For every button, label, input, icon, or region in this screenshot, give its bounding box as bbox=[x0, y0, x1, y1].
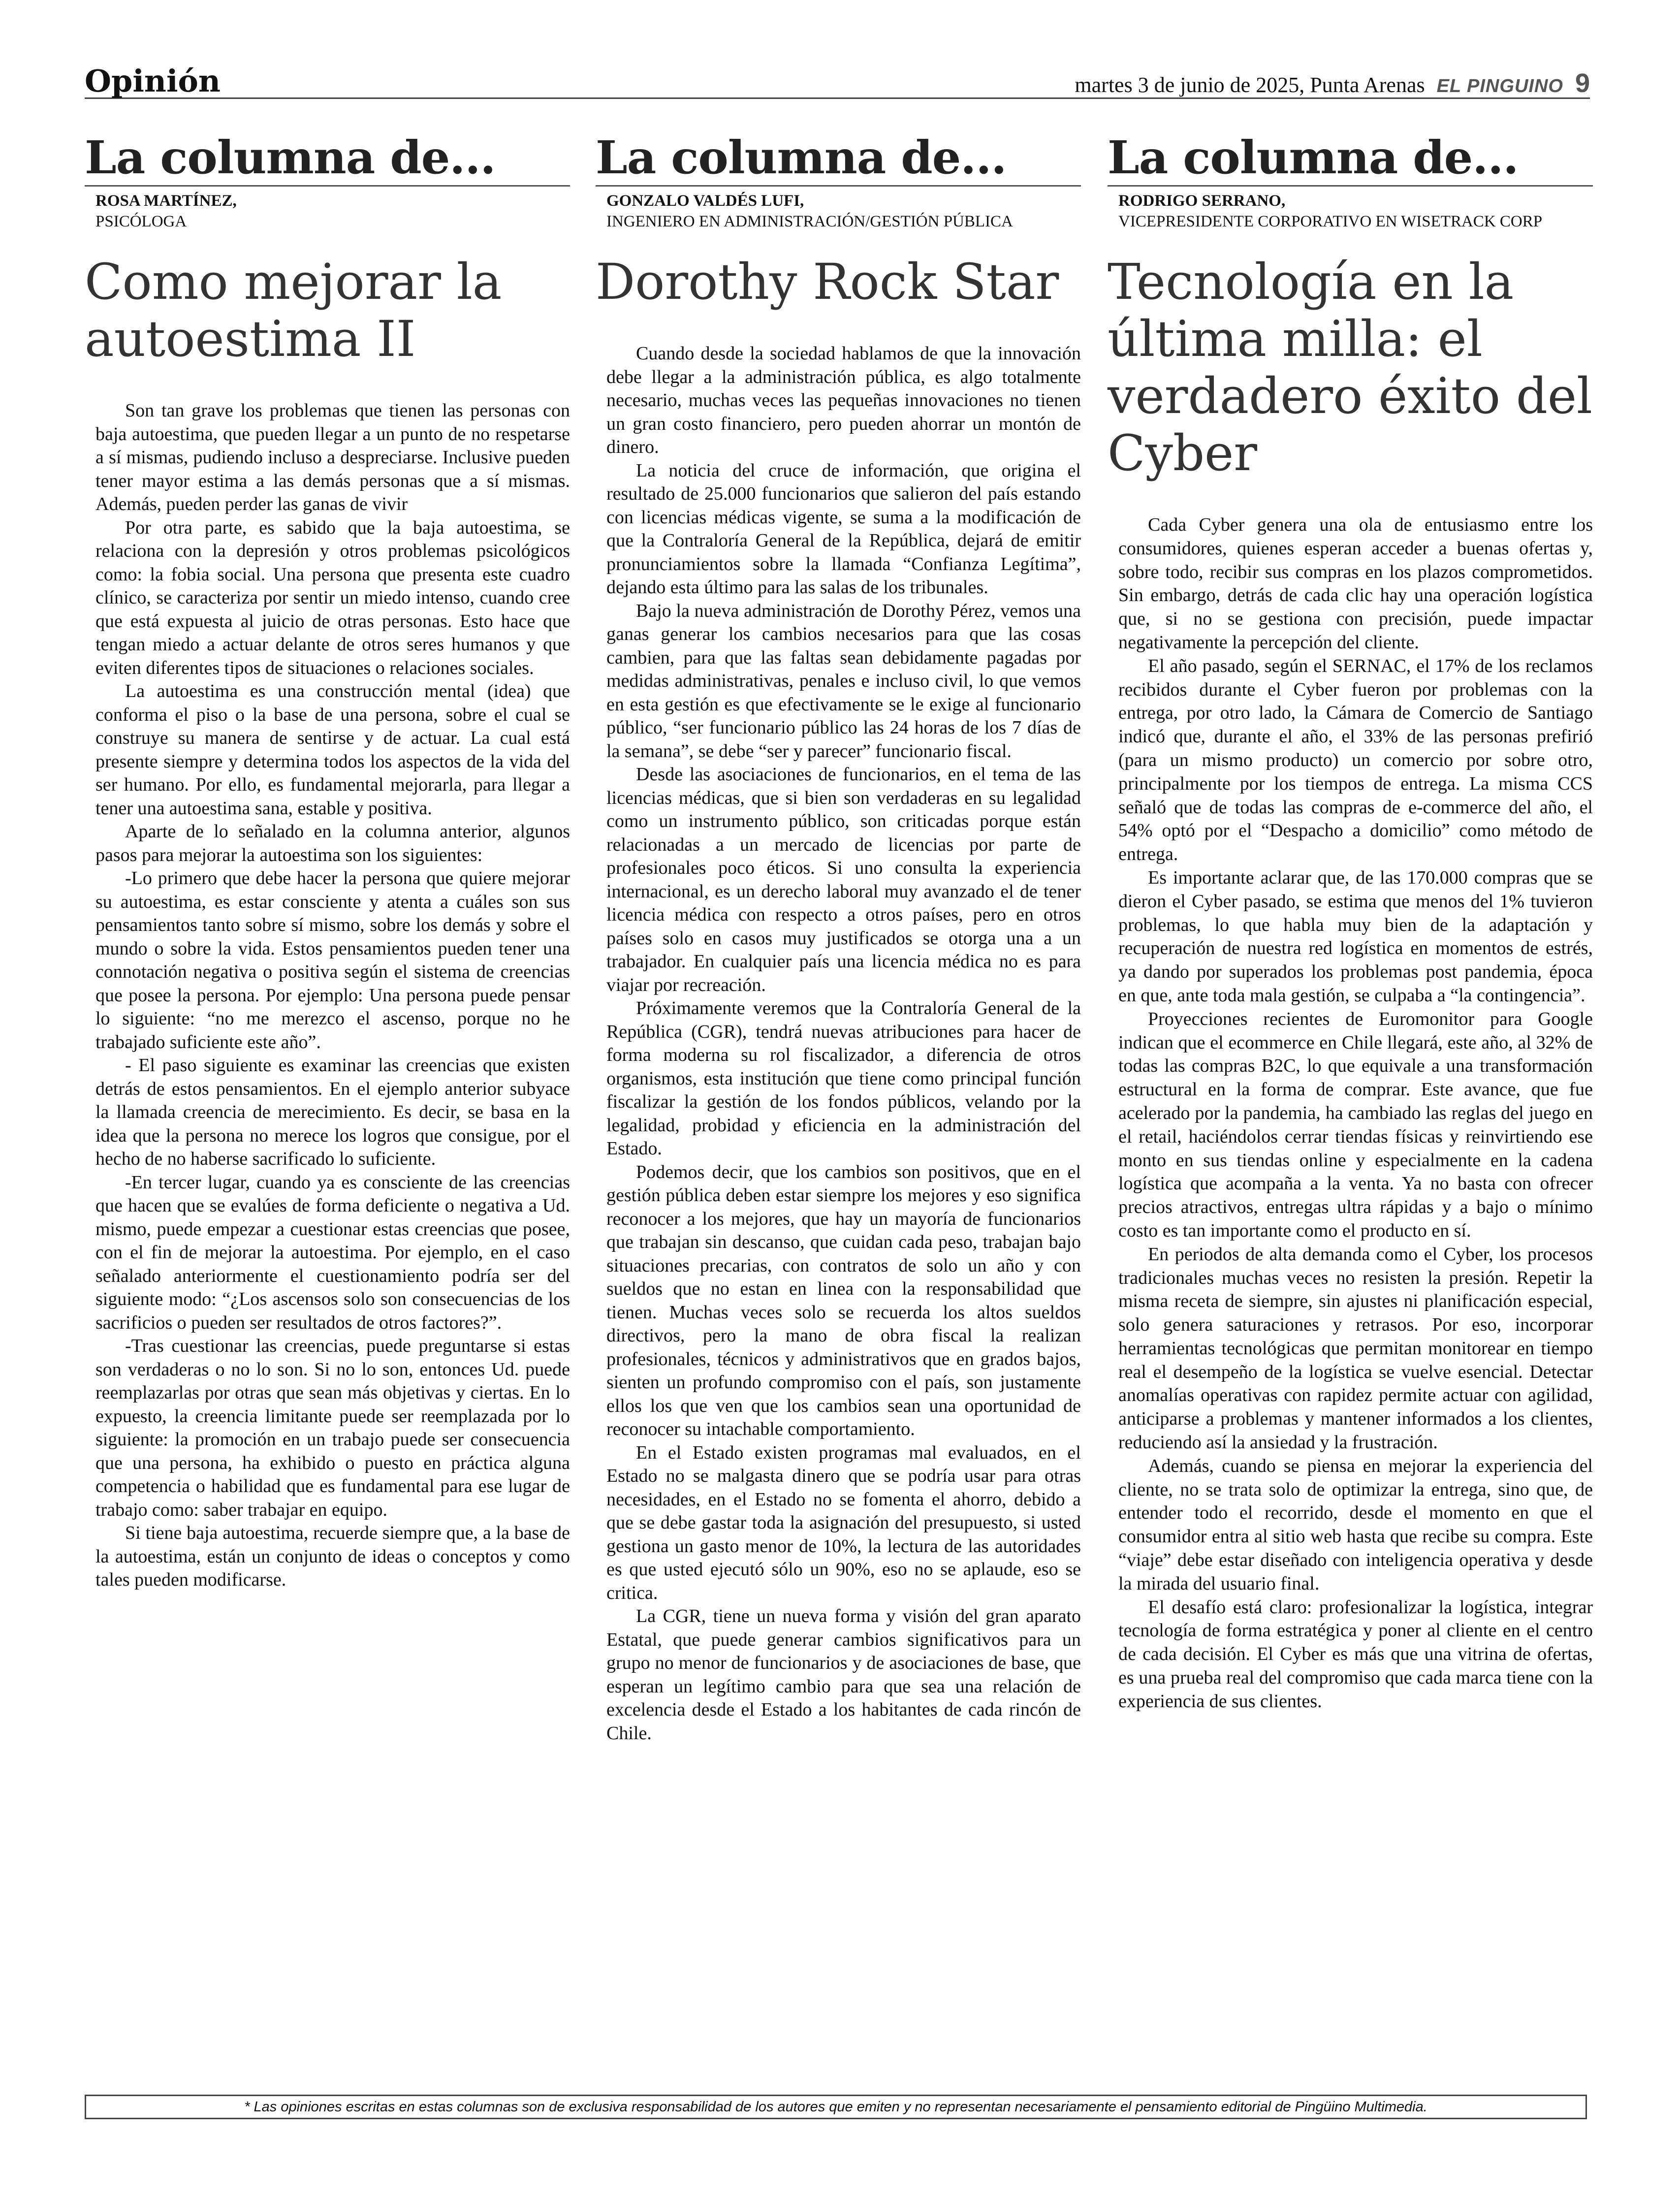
paragraph: La CGR, tiene un nueva forma y visión del gran aparato Estatal, que puede generar cambios significativos para un grupo no menor de funcionarios y de asociaciones de base, que esperan un legítimo cambio para que sea una relación de excelencia desde el Estado a los habitantes de cada rincón de Chile. bbox=[606, 1606, 1081, 1744]
paragraph: Aparte de lo señalado en la columna anterior, algunos pasos para mejorar la autoestima son los siguientes: bbox=[95, 821, 570, 865]
article-headline: Tecnología en la última milla: el verdadero éxito del Cyber bbox=[1108, 253, 1593, 482]
author-role: VICEPRESIDENTE CORPORATIVO EN WISETRACK CORP bbox=[1118, 213, 1543, 230]
author-byline bbox=[95, 191, 570, 232]
paragraph: El desafío está claro: profesionalizar la logística, integrar tecnología de forma estratégica y poner al cliente en el centro de cada decisión. El Cyber es más que una vitrina de ofertas, es una prueba real del compromiso que cada marca tiene con la experiencia de sus clientes. bbox=[1118, 1596, 1593, 1712]
article-body bbox=[606, 342, 1081, 1745]
opinion-column-3 bbox=[1108, 132, 1593, 1714]
paragraph: Si tiene baja autoestima, recuerde siempre que, a la base de la autoestima, están un conjunto de ideas o conceptos y como tales pueden modificarse. bbox=[95, 1523, 570, 1590]
newspaper-logo: EL PINGUINO bbox=[1436, 76, 1563, 96]
column-label: La columna de... bbox=[85, 132, 570, 187]
column-label: La columna de... bbox=[1108, 132, 1593, 187]
article-headline: Como mejorar la autoestima II bbox=[85, 253, 502, 368]
paragraph: Son tan grave los problemas que tienen las personas con baja autoestima, que pueden llegar a un punto de no respetarse a sí mismas, pudiendo incluso a despreciarse. Inclusive pueden tener mayor estima a las demás personas que a sí mismas. Además, pueden perder las ganas de vivir bbox=[95, 400, 570, 514]
paragraph: -Tras cuestionar las creencias, puede preguntarse si estas son verdaderas o no lo son. Si no lo son, entonces Ud. puede reemplazarlas por otras que sean más objetivas y ciertas. En lo expuesto, la creencia limitante puede ser reemplazada por lo siguiente: la promoción en un trabajo puede ser consecuencia que una persona, ha exhibido o puesto en práctica alguna competencia o habilidad que es fundamental para ese lugar de trabajo como: saber trabajar en equipo. bbox=[95, 1336, 570, 1520]
author-role: INGENIERO EN ADMINISTRACIÓN/GESTIÓN PÚBLICA bbox=[606, 213, 1013, 230]
author-name: ROSA MARTÍNEZ, bbox=[95, 192, 237, 210]
paragraph: En periodos de alta demanda como el Cyber, los procesos tradicionales muchas veces no resisten la presión. Repetir la misma receta de siempre, sin ajustes ni planificación especial, solo genera saturaciones y retrasos. Por eso, incorporar herramientas tecnológicas que permitan monitorear en tiempo real el desempeño de la logística se vuelve esencial. Detectar anomalías operativas con rapidez permite actuar con agilidad, anticiparse a problemas y mantener informados a los clientes, reduciendo así la ansiedad y la frustración. bbox=[1118, 1243, 1593, 1453]
page-header bbox=[85, 63, 1590, 99]
paragraph: - El paso siguiente es examinar las creencias que existen detrás de estos pensamientos. En el ejemplo anterior subyace la llamada creencia de merecimiento. Es decir, se basa en la idea que la persona no merece los logros que consigue, por el hecho de no haberse sacrificado lo suficiente. bbox=[95, 1055, 570, 1169]
opinion-column-1 bbox=[85, 132, 570, 1592]
column-label: La columna de... bbox=[596, 132, 1081, 187]
author-name: GONZALO VALDÉS LUFI, bbox=[606, 192, 804, 210]
paragraph: En el Estado existen programas mal evaluados, en el Estado no se malgasta dinero que se podría usar para otras necesidades, en el Estado no se fomenta el ahorro, debido a que se debe gastar toda la asignación del presupuesto, si usted gestiona un gasto menor de 10%, la lectura de las autoridades es que usted ejecutó sólo un 90%, eso no se aplaude, eso se critica. bbox=[606, 1442, 1081, 1603]
paragraph: El año pasado, según el SERNAC, el 17% de los reclamos recibidos durante el Cyber fueron por problemas con la entrega, por otro lado, la Cámara de Comercio de Santiago indicó que, durante el año, el 33% de las personas prefirió (para un mismo producto) un comercio por sobre otro, principalmente por los tiempos de entrega. La misma CCS señaló que de todas las compras de e-commerce del año, el 54% optó por el “Despacho a domicilio” como método de entrega. bbox=[1118, 655, 1593, 865]
author-byline bbox=[1118, 191, 1593, 232]
paragraph: Podemos decir, que los cambios son positivos, que en el gestión pública deben estar siempre los mejores y eso significa reconocer a los mejores, que hay un mayoría de funcionarios que trabajan sin descanso, que cuidan cada peso, trabajan bajo situaciones precarias, con contratos de solo un año y con sueldos que no estan en linea con la responsabilidad que tienen. Muchas veces solo se recuerda los altos sueldos directivos, pero la mano de obra fiscal la realizan profesionales, técnicos y administrativos que en grados bajos, sienten un profundo compromiso con el país, son justamente ellos los que ven que los cambios sean una oportunidad de reconocer su intachable comportamiento. bbox=[606, 1161, 1081, 1439]
paragraph: La noticia del cruce de información, que origina el resultado de 25.000 funcionarios que salieron del país estando con licencias médicas vigente, se suma a la modificación de que la Contraloría General de la República, dejará de emitir pronunciamientos sobre la llamada “Confianza Legítima”, dejando esta último para las salas de los tribunales. bbox=[606, 460, 1081, 598]
page-number: 9 bbox=[1575, 68, 1590, 98]
disclaimer-box: * Las opiniones escritas en estas columnas son de exclusiva responsabilidad de los autores que emiten y no representan necesariamente el pensamiento editorial de Pingüino Multimedia. bbox=[85, 2095, 1587, 2119]
paragraph: Próximamente veremos que la Contraloría General de la República (CGR), tendrá nuevas atribuciones para hacer de forma moderna su rol fiscalizador, a diferencia de otros organismos, esta institución que tiene como principal función fiscalizar la gestión de los fondos públicos, velando por la legalidad, probidad y eficiencia en la administración del Estado. bbox=[606, 998, 1081, 1159]
paragraph: Desde las asociaciones de funcionarios, en el tema de las licencias médicas, que si bien son verdaderas en su legalidad como un instrumento público, son criticadas porque están relacionadas a un mercado de licencias por parte de profesionales poco éticos. Si uno consulta la experiencia internacional, es un derecho laboral muy avanzado el de tener licencia médica con respecto a otros países, pero en otros países solo en casos muy justificados se otorga una a un trabajador. En cualquier país una licencia médica no es para viajar por recreación. bbox=[606, 764, 1081, 995]
paragraph: Es importante aclarar que, de las 170.000 compras que se dieron el Cyber pasado, se estima que menos del 1% tuvieron problemas, lo que habla muy bien de la adaptación y recuperación de nuestra red logística en momentos de estrés, ya dando por superados los problemas post pandemia, época en que, ante toda mala gestión, se culpaba a “la contingencia”. bbox=[1118, 867, 1593, 1006]
paragraph: -Lo primero que debe hacer la persona que quiere mejorar su autoestima, es estar consciente y atenta a cuáles son sus pensamientos tanto sobre sí mismo, sobre los demás y sobre el mundo o sobre la vida. Estos pensamientos pueden tener una connotación negativa o positiva según el sistema de creencias que posee la persona. Por ejemplo: Una persona puede pensar lo siguiente: “no me merezco el ascenso, porque no he trabajado suficiente este año”. bbox=[95, 868, 570, 1052]
paragraph: -En tercer lugar, cuando ya es consciente de las creencias que hacen que se evalúes de forma deficiente o negativa a Ud. mismo, puede empezar a cuestionar estas creencias que posee, con el fin de mejorar la autoestima. Por ejemplo, en el caso señalado anteriormente el cuestionamiento podría ser del siguiente modo: “¿Los ascensos solo son consecuencias de los sacrificios o pueden ser resultados de otros factores?”. bbox=[95, 1172, 570, 1333]
paragraph: Cada Cyber genera una ola de entusiasmo entre los consumidores, quienes esperan acceder a buenas ofertas y, sobre todo, recibir sus compras en los plazos comprometidos. Sin embargo, detrás de cada clic hay una operación logística que, si no se gestiona con precisión, puede impactar negativamente la percepción del cliente. bbox=[1118, 514, 1593, 653]
dateline: martes 3 de junio de 2025, Punta Arenas bbox=[1075, 73, 1425, 97]
opinion-column-2 bbox=[596, 132, 1081, 1745]
article-headline: Dorothy Rock Star bbox=[596, 253, 1059, 311]
article-body bbox=[95, 399, 570, 1592]
paragraph: Por otra parte, es sabido que la baja autoestima, se relaciona con la depresión y otros problemas psicológicos como: la fobia social. Una persona que presenta este cuadro clínico, se caracteriza por sentir un miedo intenso, cuando cree que está expuesta al juicio de otras personas. Esto hace que tengan miedo a actuar delante de otros seres humanos y que eviten diferentes tipos de situaciones o relaciones sociales. bbox=[95, 517, 570, 678]
paragraph: Bajo la nueva administración de Dorothy Pérez, vemos una ganas generar los cambios necesarios para que las cosas cambien, para que las faltas sean debidamente pagadas por medidas administrativas, penales e incluso civil, lo que vemos en esta gestión es que efectivamente se le exige al funcionario público, “ser funcionario público las 24 horas de los 7 días de la semana”, se debe “ser y parecer” funcionario fiscal. bbox=[606, 600, 1081, 762]
article-body bbox=[1118, 513, 1593, 1714]
paragraph: Además, cuando se piensa en mejorar la experiencia del cliente, no se trata solo de optimizar la entrega, sino que, de entender todo el recorrido, desde el momento en que el consumidor entra al sitio web hasta que recibe su compra. Este “viaje” debe estar diseñado con inteligencia operativa y desde la mirada del usuario final. bbox=[1118, 1455, 1593, 1594]
author-role: PSICÓLOGA bbox=[95, 213, 187, 230]
header-meta bbox=[1075, 68, 1590, 98]
paragraph: Cuando desde la sociedad hablamos de que la innovación debe llegar a la administración pública, es algo totalmente necesario, muchas veces las pequeñas innovaciones no tienen un gran costo financiero, pero pueden ahorrar un montón de dinero. bbox=[606, 343, 1081, 457]
author-name: RODRIGO SERRANO, bbox=[1118, 192, 1286, 210]
paragraph: Proyecciones recientes de Euromonitor para Google indican que el ecommerce en Chile llegará, este año, al 32% de todas las compras B2C, lo que equivale a una transformación estructural en la forma de comprar. Este avance, que fue acelerado por la pandemia, ha cambiado las reglas del juego en el retail, haciéndolos cerrar tiendas físicas y reinvirtiendo ese monto en sus tiendas online y especialmente en la cadena logística que acompaña a la venta. Ya no basta con ofrecer precios atractivos, entregas ultra rápidas y a bajo o mínimo costo es tan importante como el producto en sí. bbox=[1118, 1008, 1593, 1241]
author-byline bbox=[606, 191, 1081, 232]
section-name: Opinión bbox=[85, 63, 221, 99]
paragraph: La autoestima es una construcción mental (idea) que conforma el piso o la base de una persona, sobre el cual se construye su manera de sentirse y de actuar. La cual está presente siempre y determina todos los aspectos de la vida del ser humano. Por ello, es fundamental mejorarla, para llegar a tener una autoestima sana, estable y positiva. bbox=[95, 681, 570, 819]
